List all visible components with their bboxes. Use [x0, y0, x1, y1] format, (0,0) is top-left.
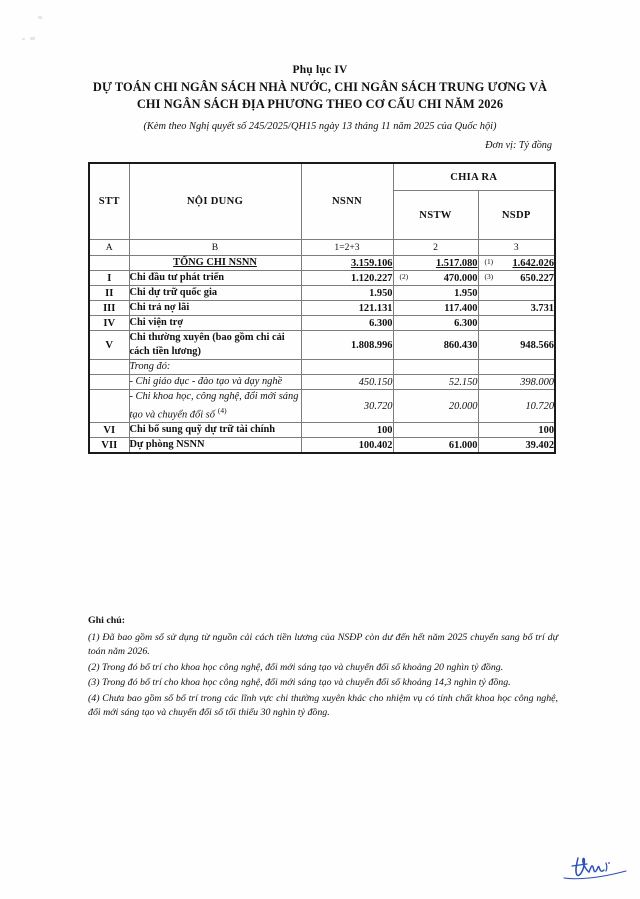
notes-block [88, 614, 558, 722]
table-row [89, 271, 555, 286]
scan-artifact [30, 37, 35, 41]
value-nsnn [301, 360, 393, 375]
row-label [129, 331, 301, 360]
row-label [129, 438, 301, 454]
value-nstw [393, 271, 478, 286]
value-nsdp [478, 360, 555, 375]
value-nstw [393, 331, 478, 360]
value-nsnn [301, 375, 393, 390]
row-label-text: Chi dự trữ quốc gia [129, 287, 218, 298]
row-label-text: TỔNG CHI NSNN [173, 257, 257, 268]
value-nstw-text: 1.517.080 [435, 257, 478, 269]
value-nsdp [478, 256, 555, 271]
value-nstw [393, 301, 478, 316]
row-label-text: Dự phòng NSNN [129, 439, 205, 451]
value-nstw-text: 860.430 [443, 339, 478, 351]
document-title-line-1: DỰ TOÁN CHI NGÂN SÁCH NHÀ NƯỚC, CHI NGÂN SÁCH TRUNG ƯƠNG VÀ [92, 80, 548, 94]
value-nsdp-text: 100 [538, 424, 555, 436]
document-title-line-2: CHI NGÂN SÁCH ĐỊA PHƯƠNG THEO CƠ CẤU CHI NĂM 2026 [136, 97, 504, 111]
row-index [89, 256, 129, 271]
value-nsdp [478, 423, 555, 438]
signature-mark [556, 848, 634, 888]
row-label [129, 360, 301, 375]
value-nsnn [301, 301, 393, 316]
row-label [129, 316, 301, 331]
value-nsnn-text: 1.120.227 [350, 272, 393, 284]
appendix-label: Phụ lục IV [292, 64, 348, 76]
table-row [89, 375, 555, 390]
value-nsnn-text: 450.150 [358, 376, 393, 388]
value-nsnn [301, 438, 393, 454]
value-nsdp-text: 3.731 [530, 302, 555, 314]
value-nsdp [478, 331, 555, 360]
row-index [89, 390, 129, 423]
value-nsdp [478, 271, 555, 286]
notes-heading: Ghi chú: [88, 615, 126, 626]
row-label-text: Trong đó: [129, 361, 171, 372]
row-index: VI [89, 423, 129, 438]
table-row [89, 331, 555, 360]
header-nstw: NSTW [393, 191, 478, 240]
header-nsnn: NSNN [301, 163, 393, 240]
document-title-block [60, 64, 580, 132]
row-label-text: Chi trả nợ lãi [129, 302, 190, 313]
document-subtitle: (Kèm theo Nghị quyết số 245/2025/QH15 ngày 13 tháng 11 năm 2025 của Quốc hội) [143, 121, 497, 132]
value-nstw [393, 423, 478, 438]
letter-noi-dung: B [129, 240, 301, 256]
footnote-marker: (4) [217, 406, 227, 415]
value-nsnn-text: 1.950 [369, 287, 393, 299]
header-stt: STT [89, 163, 129, 240]
letter-nsnn: 1=2+3 [301, 240, 393, 256]
value-nstw-text: 6.300 [454, 317, 478, 329]
value-nsdp [478, 316, 555, 331]
value-nsnn [301, 331, 393, 360]
value-nstw-text: 1.950 [454, 287, 478, 299]
value-nstw [393, 375, 478, 390]
note-item: (4) Chưa bao gồm số bố trí trong các lĩnh vực chi thường xuyên khác cho nhiệm vụ có tính chất khoa học công nghệ, đổi mới sáng tạo và chuyển đổi số tối thiểu 30 nghìn tỷ đồng. [88, 692, 558, 718]
value-nsnn [301, 390, 393, 423]
value-nsdp-text: 1.642.026 [512, 257, 555, 269]
notes-list [88, 631, 558, 721]
value-nstw [393, 360, 478, 375]
header-noi-dung: NỘI DUNG [129, 163, 301, 240]
note-item: (2) Trong đó bố trí cho khoa học công nghệ, đổi mới sáng tạo và chuyển đổi số khoảng 20 nghìn tỷ đồng. [88, 661, 504, 673]
value-nstw-text: 52.150 [448, 376, 478, 388]
row-index: I [89, 271, 129, 286]
value-nsnn [301, 271, 393, 286]
value-nsnn-text: 1.808.996 [350, 339, 393, 351]
letter-nstw: 2 [393, 240, 478, 256]
value-nsdp-text: 10.720 [525, 400, 555, 412]
value-nsdp [478, 286, 555, 301]
footnote-marker: (1) [484, 257, 494, 266]
value-nsdp-text: 948.566 [520, 339, 555, 351]
value-nsnn-text: 100 [376, 424, 393, 436]
table-row [89, 301, 555, 316]
row-index [89, 360, 129, 375]
value-nsnn [301, 286, 393, 301]
value-nsdp-text: 650.227 [520, 272, 555, 284]
row-label-text: Chi đầu tư phát triển [129, 272, 225, 283]
row-label [129, 423, 301, 438]
value-nsdp-text: 39.402 [525, 439, 555, 451]
footnote-marker: (3) [484, 272, 494, 281]
value-nsnn [301, 423, 393, 438]
row-index: VII [89, 438, 129, 454]
row-label [129, 390, 301, 423]
row-label [129, 301, 301, 316]
value-nsnn-text: 3.159.106 [350, 257, 393, 269]
value-nstw [393, 256, 478, 271]
row-label [129, 375, 301, 390]
value-nstw [393, 316, 478, 331]
scan-artifact [38, 15, 43, 19]
row-label-text: - Chi giáo dục - đào tạo và dạy nghề [129, 376, 283, 387]
row-label-text: Chi thường xuyên (bao gồm chi cải cách tiền lương) [129, 332, 285, 357]
value-nstw [393, 286, 478, 301]
table-row [89, 360, 555, 375]
table-row [89, 256, 555, 271]
budget-table [88, 162, 556, 454]
row-label [129, 271, 301, 286]
note-item: (3) Trong đó bố trí cho khoa học công nghệ, đổi mới sáng tạo và chuyển đổi số khoảng 14,3 nghìn tỷ đồng. [88, 677, 511, 688]
value-nsnn-text: 6.300 [369, 317, 393, 329]
row-label [129, 256, 301, 271]
budget-table-body [89, 256, 555, 454]
row-label-text: - Chi khoa học, công nghệ, đổi mới sáng tạo và chuyển đổi số [129, 391, 299, 421]
row-index: IV [89, 316, 129, 331]
table-row [89, 438, 555, 454]
value-nsdp [478, 390, 555, 423]
row-label-text: Chi viện trợ [129, 317, 184, 328]
row-index: II [89, 286, 129, 301]
table-row [89, 286, 555, 301]
note-item: (1) Đã bao gồm số sử dụng từ nguồn cải cách tiền lương của NSĐP còn dư đến hết năm 2025 chuyển sang bố trí dự toán năm 2026. [88, 631, 558, 657]
value-nsdp [478, 375, 555, 390]
header-chia-ra: CHIA RA [393, 163, 555, 191]
row-label-text: Chi bổ sung quỹ dự trữ tài chính [129, 424, 276, 436]
unit-note: Đơn vị: Tỷ đồng [485, 140, 552, 151]
value-nstw-text: 117.400 [444, 302, 478, 314]
value-nsdp-text: 398.000 [520, 376, 555, 388]
header-nsdp: NSDP [478, 191, 555, 240]
value-nsnn-text: 30.720 [363, 400, 393, 412]
scan-artifact [22, 38, 25, 40]
footnote-marker: (2) [399, 272, 409, 281]
row-index: III [89, 301, 129, 316]
row-index: V [89, 331, 129, 360]
value-nstw-text: 20.000 [448, 400, 478, 412]
value-nsdp [478, 301, 555, 316]
row-label [129, 286, 301, 301]
value-nsnn [301, 256, 393, 271]
value-nsnn-text: 121.131 [358, 302, 393, 314]
value-nstw [393, 438, 478, 454]
value-nstw [393, 390, 478, 423]
value-nstw-text: 470.000 [443, 272, 478, 284]
row-index [89, 375, 129, 390]
value-nsnn [301, 316, 393, 331]
value-nsdp [478, 438, 555, 454]
column-letter-row [89, 240, 555, 256]
table-row [89, 316, 555, 331]
value-nstw-text: 61.000 [448, 439, 478, 451]
letter-nsdp: 3 [478, 240, 555, 256]
value-nsnn-text: 100.402 [358, 439, 393, 451]
letter-stt: A [89, 240, 129, 256]
table-row [89, 423, 555, 438]
table-row [89, 390, 555, 423]
